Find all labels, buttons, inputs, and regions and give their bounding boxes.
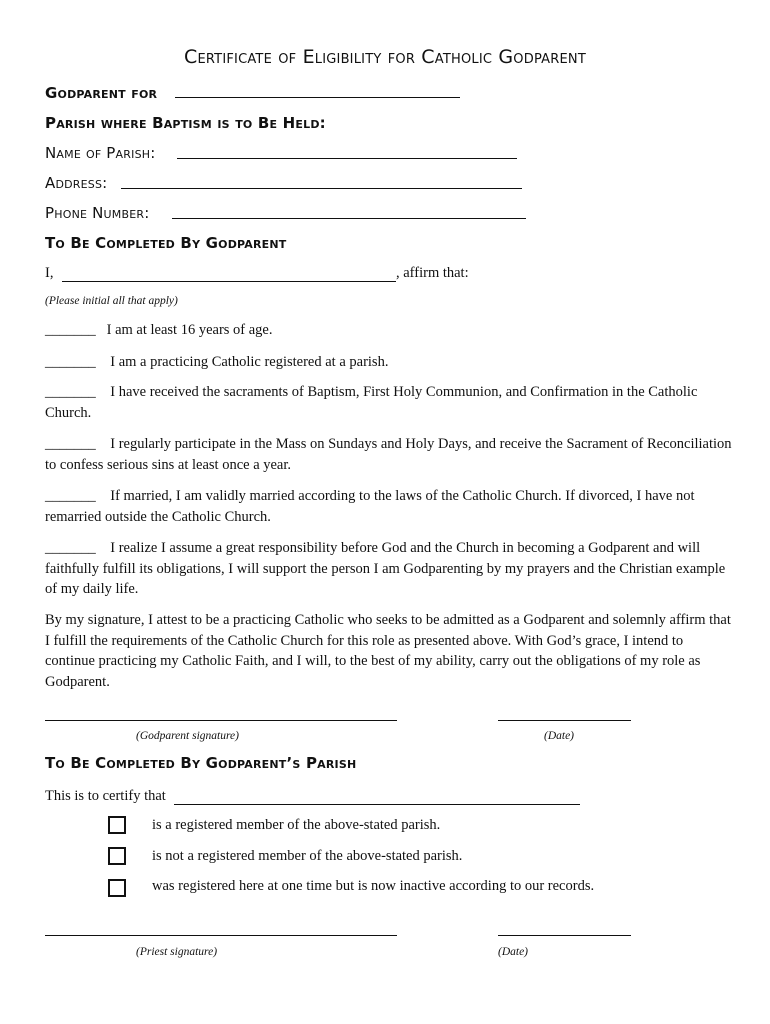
list-item	[45, 320, 735, 341]
registered-checkbox[interactable]	[108, 816, 126, 834]
godparent-section-heading: To Be Completed By Godparent	[45, 234, 287, 252]
affirm-suffix: , affirm that:	[396, 265, 469, 281]
option-label: was registered here at one time but is now inactive according to our records.	[152, 878, 595, 894]
godparent-name-field[interactable]	[62, 281, 396, 282]
list-item	[45, 486, 735, 527]
godparent-signature-caption: (Godparent signature)	[136, 730, 239, 742]
parish-section-heading: To Be Completed By Godparent’s Parish	[45, 754, 357, 772]
godparent-for-field[interactable]	[175, 97, 460, 98]
item-text: I have received the sacraments of Baptism, First Holy Communion, and Confirmation in the Catholic Church.	[45, 384, 698, 421]
list-item	[45, 352, 735, 373]
list-item	[45, 538, 735, 600]
initial-note: (Please initial all that apply)	[45, 295, 178, 307]
affirm-prefix: I,	[45, 265, 54, 281]
option-label: is not a registered member of the above-stated parish.	[152, 848, 463, 864]
priest-signature-caption: (Priest signature)	[136, 946, 218, 958]
parish-phone-label: Phone Number:	[45, 204, 150, 222]
certify-name-field[interactable]	[174, 804, 580, 805]
item-text: I realize I assume a great responsibility before God and the Church in becoming a Godparent and will faithfully fulfill its obligations, I will support the person I am Godparenting by my prayers and the Christian example of my daily life.	[45, 540, 726, 597]
item-text: I am a practicing Catholic registered at a parish.	[110, 354, 389, 370]
inactive-checkbox[interactable]	[108, 879, 126, 897]
page-title: Certificate of Eligibility for Catholic Godparent	[184, 46, 586, 68]
parish-address-label: Address:	[45, 174, 108, 192]
parish-name-label: Name of Parish:	[45, 144, 156, 162]
initial-blank[interactable]: _______	[45, 540, 96, 556]
godparent-date-field[interactable]	[498, 720, 631, 721]
priest-date-caption: (Date)	[498, 946, 529, 958]
initial-blank[interactable]: _______	[45, 384, 96, 400]
not-registered-checkbox[interactable]	[108, 847, 126, 865]
list-item	[45, 382, 735, 423]
godparent-signature-field[interactable]	[45, 720, 397, 721]
item-text: I regularly participate in the Mass on Sundays and Holy Days, and receive the Sacrament of Reconciliation to confess serious sins at least once a year.	[45, 436, 732, 473]
option-label: is a registered member of the above-stated parish.	[152, 817, 441, 833]
attestation-paragraph: By my signature, I attest to be a practicing Catholic who seeks to be admitted as a Godparent and solemnly affirm that I fulfill the requirements of the Catholic Church for this role as presented above. With God’s grace, I intend to continue practicing my Catholic Faith, and I will, to the best of my ability, carry out the obligations of my role as Godparent.	[45, 612, 731, 690]
godparent-date-caption: (Date)	[544, 730, 575, 742]
item-text: If married, I am validly married according to the laws of the Catholic Church. If divorced, I have not remarried outside the Catholic Church.	[45, 488, 695, 525]
initial-blank[interactable]: _______	[45, 488, 96, 504]
initial-blank[interactable]: _______	[45, 354, 96, 370]
priest-signature-field[interactable]	[45, 935, 397, 936]
parish-name-field[interactable]	[177, 158, 517, 159]
item-text: I am at least 16 years of age.	[106, 322, 273, 338]
initial-blank[interactable]: _______	[45, 436, 96, 452]
list-item	[45, 434, 735, 475]
priest-date-field[interactable]	[498, 935, 631, 936]
parish-phone-field[interactable]	[172, 218, 526, 219]
certify-prefix: This is to certify that	[45, 788, 166, 804]
initial-blank[interactable]: _______	[45, 322, 96, 338]
parish-address-field[interactable]	[121, 188, 522, 189]
godparent-for-label: Godparent for	[45, 84, 158, 102]
parish-heading: Parish where Baptism is to Be Held:	[45, 114, 326, 132]
